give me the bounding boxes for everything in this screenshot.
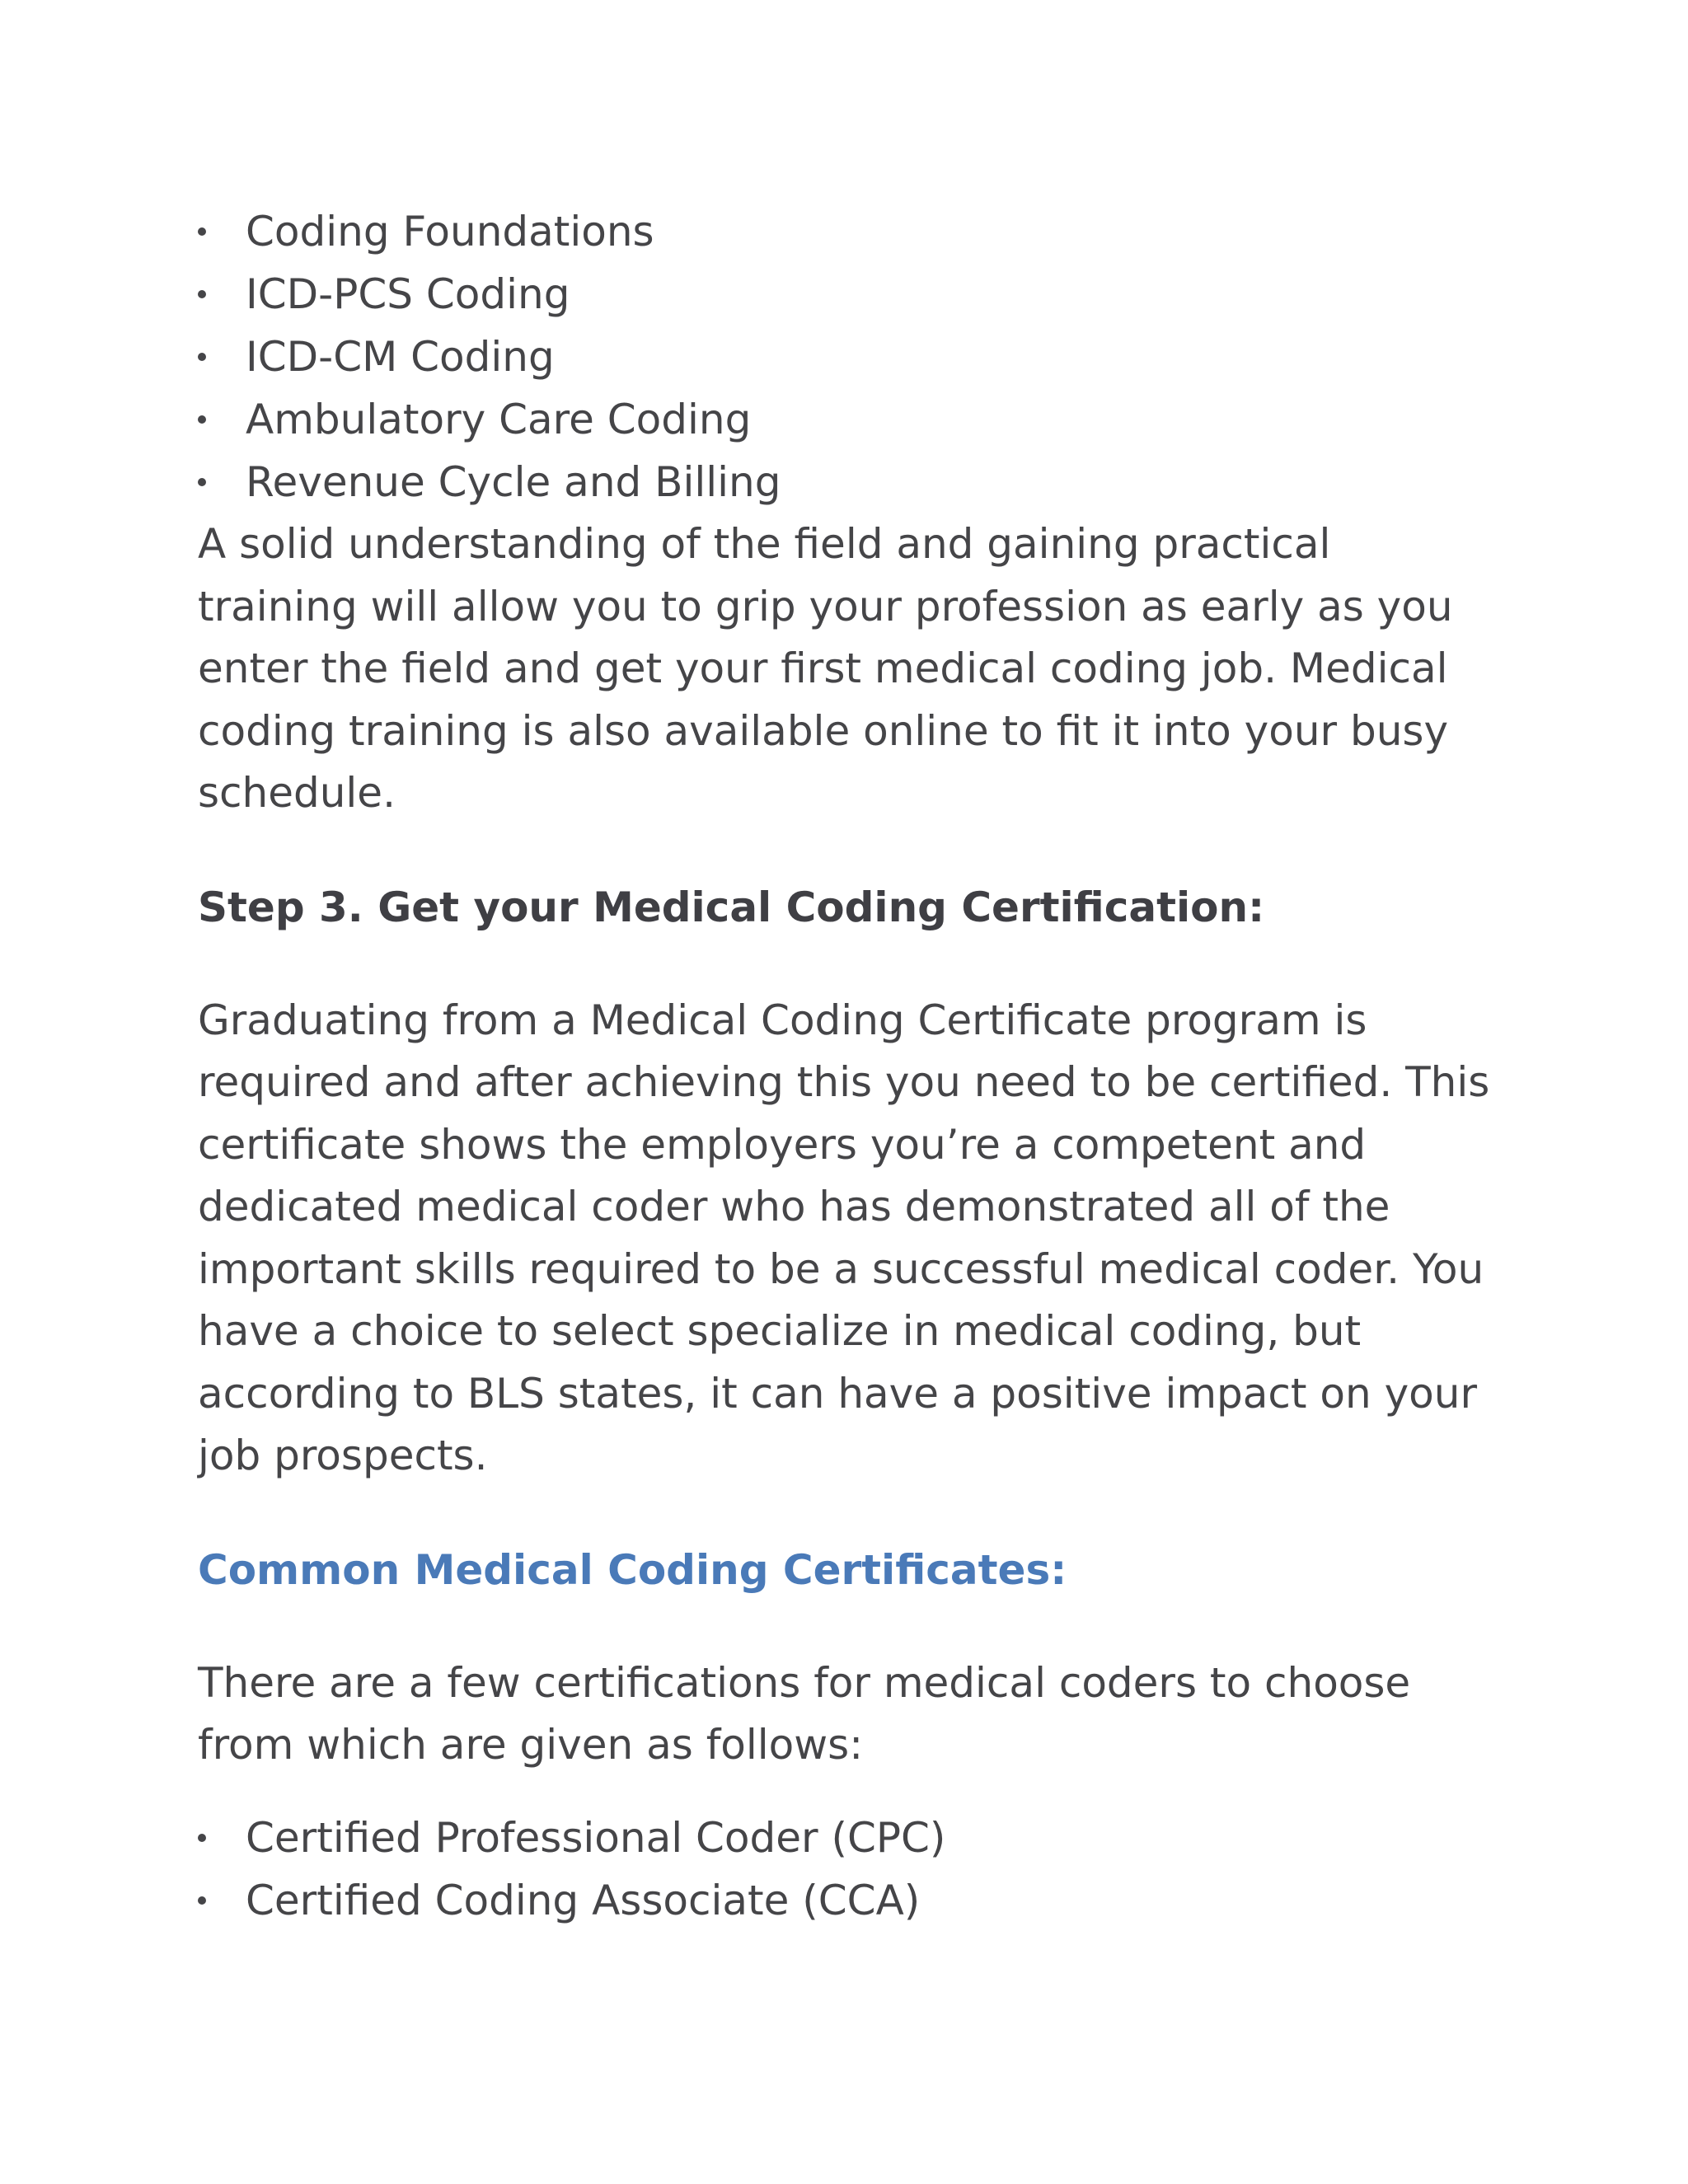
list-item: ICD-CM Coding: [198, 326, 1500, 388]
bullet-icon: [198, 478, 206, 486]
certificates-heading: Common Medical Coding Certificates:: [198, 1545, 1067, 1594]
list-item: Certified Professional Coder (CPC): [198, 1807, 1500, 1869]
certificates-intro-paragraph: There are a few certifications for medical coders to choose from which are given as follows:: [198, 1658, 1411, 1769]
training-paragraph: A solid understanding of the field and gaining practical training will allow you to grip your profession as early as you enter the field and get your first medical coding job. Medical coding training is also available online to fit it into your busy schedule.: [198, 520, 1453, 817]
bullet-icon: [198, 1896, 206, 1905]
bullet-icon: [198, 415, 206, 424]
certification-paragraph: Graduating from a Medical Coding Certificate program is required and after achieving this you need to be certified. This certificate shows the employers you’re a competent and dedicated medical coder who has demonstrated all of the important skills required to be a successful medical coder. You have a choice to select specialize in medical coding, but according to BLS states, it can have a positive impact on your job prospects.: [198, 996, 1490, 1479]
training-topics-list: [198, 200, 1500, 513]
bullet-icon: [198, 353, 206, 361]
list-item: Ambulatory Care Coding: [198, 388, 1500, 451]
step-3-heading: Step 3. Get your Medical Coding Certification:: [198, 883, 1265, 931]
bullet-icon: [198, 290, 206, 298]
list-item: Certified Coding Associate (CCA): [198, 1869, 1500, 1932]
bullet-icon: [198, 227, 206, 236]
list-item: Coding Foundations: [198, 200, 1500, 263]
document-content: [198, 200, 1500, 1932]
certificates-list: [198, 1807, 1500, 1932]
list-item: Revenue Cycle and Billing: [198, 451, 1500, 513]
bullet-icon: [198, 1834, 206, 1842]
list-item: ICD-PCS Coding: [198, 263, 1500, 326]
